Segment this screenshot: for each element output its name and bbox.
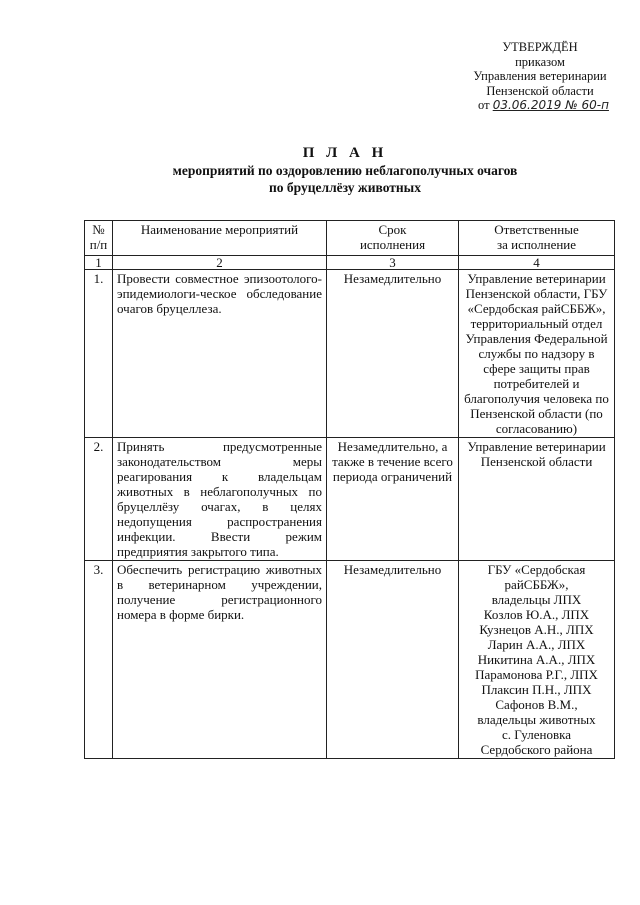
header-responsible: Ответственные за исполнение [459, 221, 615, 256]
col-number-2: 2 [113, 256, 327, 270]
row-term: Незамедлительно [327, 270, 459, 438]
responsible-line: Парамонова Р.Г., ЛПХ [475, 667, 598, 682]
row-activity: Обеспечить регистрацию животных в ветеринарном учреждении, получение регистрационного номера в форме бирки. [113, 561, 327, 759]
responsible-line: райСББЖ», [504, 577, 569, 592]
plan-heading: П Л А Н [302, 145, 388, 161]
responsible-line: с. Гуленовка [502, 727, 571, 742]
row-term: Незамедлительно [327, 561, 459, 759]
approval-date-prefix: от [478, 98, 490, 112]
approval-authority: Управления ветеринарии [473, 69, 607, 83]
col-number-3: 3 [327, 256, 459, 270]
row-responsible [459, 561, 615, 759]
responsible-line: Козлов Ю.А., ЛПХ [483, 607, 590, 622]
responsible-line: владельцы ЛПХ [491, 592, 582, 607]
row-activity: Провести совместное эпизоотолого-эпидемиологи-ческое обследование очагов бруцеллеза. [113, 270, 327, 438]
responsible-line: ГБУ «Сердобская [487, 562, 586, 577]
row-number: 3. [85, 561, 113, 759]
row-term: Незамедлительно, а также в течение всего периода ограничений [327, 438, 459, 561]
responsible-line: Сафонов В.М., [495, 697, 578, 712]
plan-table [84, 220, 615, 759]
responsible-line: Ларин А.А., ЛПХ [487, 637, 586, 652]
approval-date-handwritten: 03.06.2019 № 60-п [492, 98, 609, 112]
header-num: № п/п [85, 221, 113, 256]
approval-region: Пензенской области [486, 83, 594, 98]
row-number: 1. [85, 270, 113, 438]
header-term: Срок исполнения [327, 221, 459, 256]
row-responsible: Управление ветеринарии Пензенской области, ГБУ «Сердобская райСББЖ», территориальный отдел Управления Федеральной службы по надзору в сфере защиты прав потребителей и благополучия человека по Пензенской области (по согласованию) [459, 270, 615, 438]
plan-subtitle-line1: мероприятий по оздоровлению неблагополучных очагов [172, 163, 518, 178]
row-responsible: Управление ветеринарии Пензенской области [459, 438, 615, 561]
approval-block [460, 40, 620, 113]
plan-subtitle-line2: по бруцеллёзу животных [269, 180, 421, 195]
table-header-row [85, 221, 615, 256]
table-row [85, 270, 615, 438]
responsible-line: владельцы животных [477, 712, 596, 727]
col-number-1: 1 [85, 256, 113, 270]
responsible-line: Никитина А.А., ЛПХ [477, 652, 596, 667]
responsible-line: Плаксин П.Н., ЛПХ [481, 682, 592, 697]
responsible-line: Сердобского района [480, 742, 593, 757]
column-number-row [85, 256, 615, 270]
approval-title: УТВЕРЖДЁН [502, 40, 578, 54]
row-activity: Принять предусмотренные законодательством меры реагирования к владельцам животных в неблагополучных по бруцеллёзу очагах, в целях недопущения распространения инфекции. Ввести режим предприятия закрытого типа. [113, 438, 327, 561]
row-number: 2. [85, 438, 113, 561]
header-name: Наименование мероприятий [113, 221, 327, 256]
approval-order-word: приказом [515, 54, 565, 69]
responsible-line: Кузнецов А.Н., ЛПХ [479, 622, 594, 637]
table-row [85, 561, 615, 759]
approval-date-line [460, 98, 620, 113]
table-row [85, 438, 615, 561]
plan-title [120, 145, 570, 196]
col-number-4: 4 [459, 256, 615, 270]
